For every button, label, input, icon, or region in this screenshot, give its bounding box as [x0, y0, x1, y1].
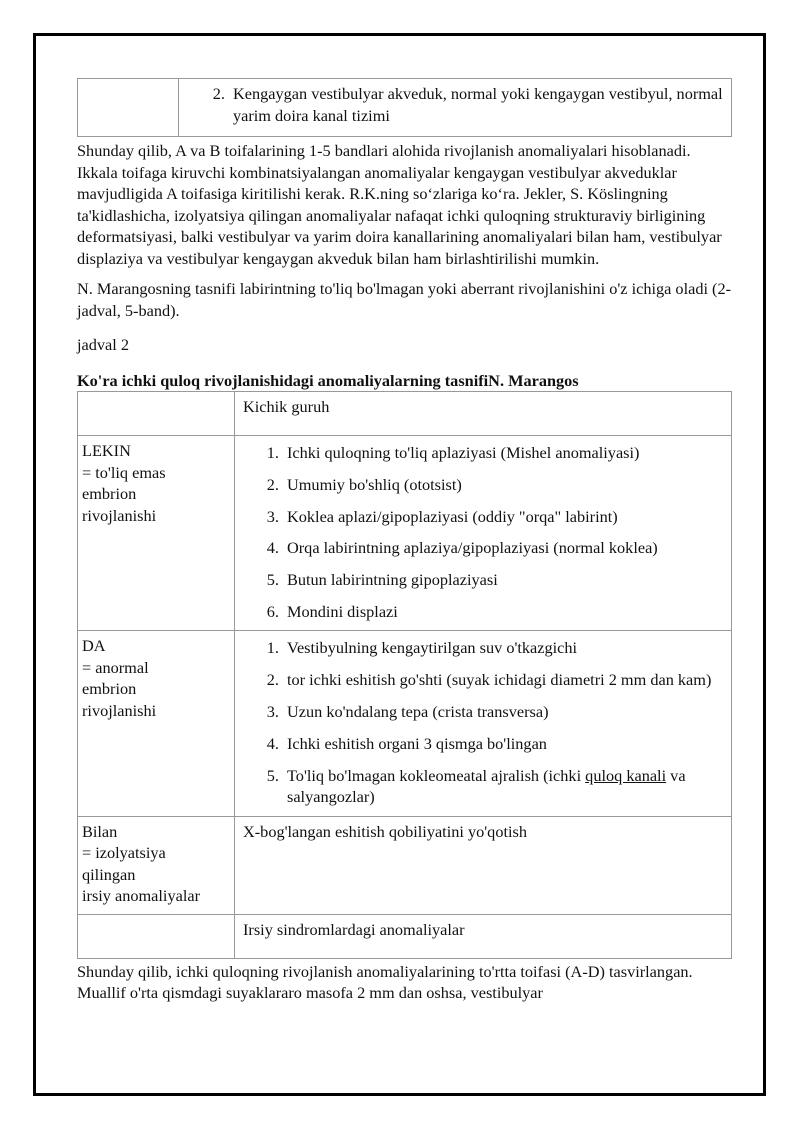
subgroup-cell [235, 631, 732, 816]
list-item: 2. Umumiy bo'shliq (ototsist) [283, 474, 723, 496]
group-cell [78, 436, 235, 631]
subgroup-cell: Irsiy sindromlardagi anomaliyalar [235, 914, 732, 958]
classification-table [77, 391, 732, 959]
quloq-kanali-link[interactable]: quloq kanali [585, 765, 667, 785]
list-item [187, 83, 723, 126]
paragraph: Shunday qilib, A va B toifalarining 1-5 bandlari alohida rivojlanish anomaliyalari hisoblanadi. Ikkala toifaga kiruvchi kombinatsiyalangan anomaliyalar kengaygan vestibulyar akveduklar mavjudligida A toifasiga kiritilishi kerak. R.K.ning so‘zlariga ko‘ra. Jekler, S. Köslingning ta'kidlashicha, izolyatsiya qilingan anomaliyalar nafaqat ichki quloqning strukturaviy birligining deformatsiyasi, balki vestibulyar va yarim doira kanallarining anomaliyalari bilan ham, vestibulyar displaziya va vestibulyar kengaygan akveduk bilan ham birlashtirilishi mumkin. [77, 141, 722, 268]
group-description: = to'liq emas [82, 462, 166, 482]
group-description: rivojlanishi [82, 505, 157, 525]
group-cell [78, 816, 235, 914]
list-item: 4. Orqa labirintning aplaziya/gipoplaziyasi (normal koklea) [283, 537, 723, 559]
paragraph: Shunday qilib, ichki quloqning rivojlanish anomaliyalarining to'rtta toifasi (A-D) tasvirlangan. Muallif o'rta qismdagi suyaklararo masofa 2 mm dan oshsa, vestibulyar [77, 961, 693, 1003]
list-item: 1. Ichki quloqning to'liq aplaziyasi (Mishel anomaliyasi) [283, 442, 723, 464]
item-number: 2. [212, 84, 225, 103]
list-item [283, 765, 723, 808]
top-table [77, 78, 732, 137]
subgroup-cell [235, 436, 732, 631]
table-header-row [78, 392, 732, 436]
table-row [78, 914, 732, 958]
table-row [78, 79, 732, 137]
table-row [78, 436, 732, 631]
document-content [77, 78, 732, 1004]
subgroup-cell: X-bog'langan eshitish qobiliyatini yo'qotish [235, 816, 732, 914]
list-item: 3. Uzun ko'ndalang tepa (crista transversa) [283, 701, 723, 723]
table-row [78, 816, 732, 914]
subgroup-list [243, 637, 723, 807]
list-item: 4. Ichki eshitish organi 3 qismga bo'lingan [283, 733, 723, 755]
group-label: DA [82, 636, 106, 656]
header-cell-empty [78, 392, 235, 436]
paragraph: N. Marangosning tasnifi labirintning to'liq bo'lmagan yoki aberrant rivojlanishini o'z ichiga oladi (2-jadval, 5-band). [77, 279, 732, 320]
list-item: 6. Mondini displazi [283, 601, 723, 623]
header-cell-subgroup: Kichik guruh [235, 392, 732, 436]
empty-cell [78, 79, 179, 137]
group-description: embrion [82, 679, 137, 699]
subgroup-cell [179, 79, 732, 137]
group-description: = anormal [82, 657, 149, 677]
group-description: = izolyatsiya [82, 843, 166, 863]
group-label: LEKIN [82, 441, 131, 460]
subgroup-list [243, 442, 723, 622]
item-text: To'liq bo'lmagan kokleomeatal ajralish (ichki [287, 765, 586, 785]
group-description: rivojlanishi [82, 700, 157, 720]
group-cell [78, 631, 235, 816]
item-text: va salyangozlar) [287, 765, 686, 807]
table-caption: jadval 2 [77, 335, 129, 354]
table-row [78, 631, 732, 816]
group-description: qilingan [82, 864, 136, 884]
table-title: Ko'ra ichki quloq rivojlanishidagi anomaliyalarning tasnifiN. Marangos [77, 370, 579, 390]
list-item: 3. Koklea aplazi/gipoplaziyasi (oddiy "orqa" labirint) [283, 506, 723, 528]
group-cell [78, 914, 235, 958]
list-item: 5. Butun labirintning gipoplaziyasi [283, 569, 723, 591]
item-text: Kengaygan vestibulyar akveduk, normal yoki kengaygan vestibyul, normal yarim doira kanal tizimi [233, 84, 723, 125]
group-label: Bilan [82, 821, 118, 841]
group-description: irsiy anomaliyalar [82, 886, 200, 906]
group-description: embrion [82, 484, 137, 503]
list-item: 1. Vestibyulning kengaytirilgan suv o'tkazgichi [283, 637, 723, 659]
list-item: 2. tor ichki eshitish go'shti (suyak ichidagi diametri 2 mm dan kam) [283, 669, 723, 691]
